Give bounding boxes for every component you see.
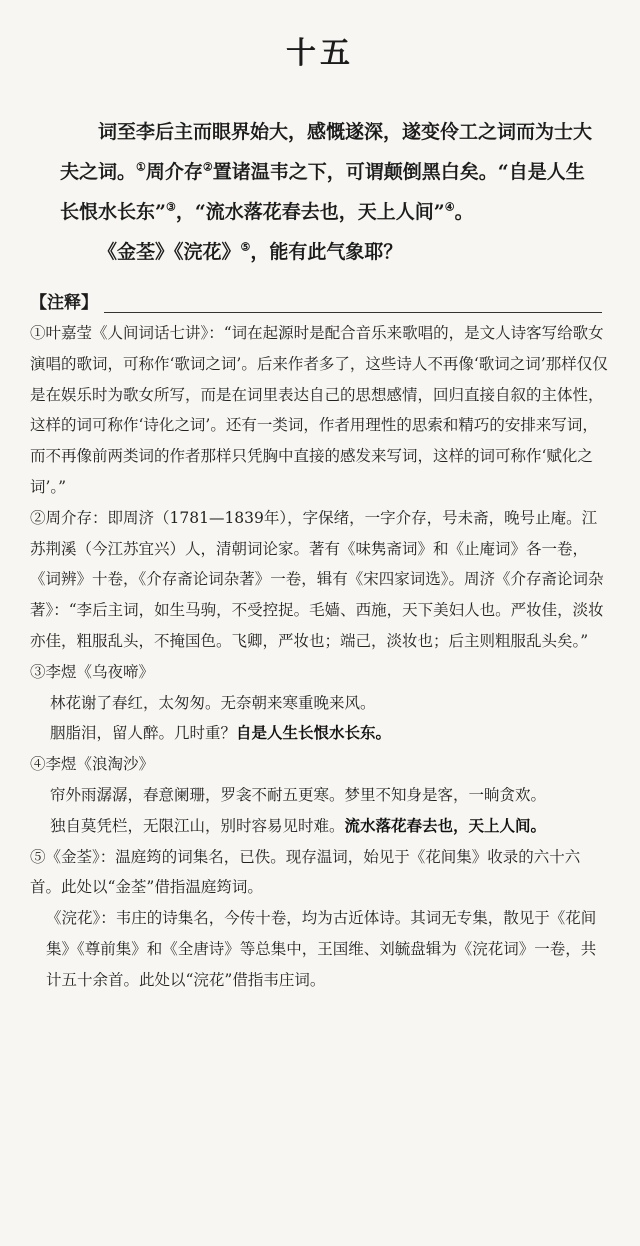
main-text-end: 。 xyxy=(454,201,474,223)
note-3-line-2 xyxy=(30,718,610,749)
note-4-line-1: 帘外雨潺潺，春意阑珊，罗衾不耐五更寒。梦里不知身是客，一晌贪欢。 xyxy=(50,785,547,804)
separator: ， xyxy=(175,201,195,223)
main-text xyxy=(60,112,600,272)
note-3-heading: ③李煜《乌夜啼》 xyxy=(30,662,155,681)
note-4-line-2 xyxy=(30,811,610,842)
main-text-p1: 词至李后主而眼界始大，感慨遂深，遂变伶工之词而为士大夫之词。 xyxy=(60,121,593,183)
note-2: ②周介存：即周济（1781—1839年），字保绪，一字介存，号未斋，晚号止庵。江苏荆溪（今江苏宜兴）人，清朝词论家。著有《味隽斋词》和《止庵词》各一卷，《词辨》十卷，《介存斋论词杂著》一卷，辑有《宋四家词选》。周济《介存斋论词杂著》：“李后主词，如生马驹，不受控捉。毛嫱、西施，天下美妇人也。严妆佳，淡妆亦佳，粗服乱头，不掩国色。飞卿，严妆也；端己，淡妆也；后主则粗服乱头矣。” xyxy=(30,508,604,650)
note-5: ⑤《金荃》：温庭筠的词集名，已佚。现存温词，始见于《花间集》收录的六十六首。此处以“金荃”借指温庭筠词。 xyxy=(30,847,581,897)
main-paragraph-1 xyxy=(60,112,600,232)
footnote-mark-3: ③ xyxy=(165,200,176,214)
footnote-mark-4: ④ xyxy=(444,200,455,214)
main-text-p2b: 置诸温韦之下，可谓颠倒黑白矣。 xyxy=(212,161,498,183)
main-text-p3a: 《金荃》《浣花》 xyxy=(98,241,241,263)
notes-title: 【注释】 xyxy=(30,293,98,313)
note-4-highlight: 流水落花春去也，天上人间。 xyxy=(344,815,547,835)
note-4-heading: ④李煜《浪淘沙》 xyxy=(30,755,155,774)
notes-section xyxy=(30,318,610,996)
notes-divider xyxy=(104,312,602,313)
note-1: ①叶嘉莹《人间词话七讲》：“词在起源时是配合音乐来歌唱的，是文人诗客写给歌女演唱的歌词，可称作‘歌词之词’。后来作者多了，这些诗人不再像‘歌词之词’那样仅仅是在娱乐时为歌女所写，而是在词里表达自己的思想感情，回归直接自叙的主体性，这样的词可称作‘诗化之词’。还有一类词，作者用理性的思索和精巧的安排来写词，而不再像前两类词的作者那样只凭胸中直接的感发来写词，这样的词可称作‘赋化之词’。” xyxy=(30,324,608,496)
note-3-line-1: 林花谢了春红，太匆匆。无奈朝来寒重晚来风。 xyxy=(50,693,376,712)
footnote-mark-1: ① xyxy=(136,160,146,174)
page-title: 十五 xyxy=(286,36,354,71)
note-3-highlight: 自是人生长恨水长东。 xyxy=(236,723,392,743)
note-4-line-2-text: 独自莫凭栏，无限江山，别时容易见时难。 xyxy=(50,816,345,835)
main-text-p2a: 周介存 xyxy=(145,161,203,183)
footnote-mark-2: ② xyxy=(202,160,213,174)
quote-1: “自是人生长恨水长东” xyxy=(60,161,585,223)
note-3-line-2-text: 胭脂泪，留人醉。几时重？ xyxy=(50,724,237,743)
quote-2: “流水落花春去也，天上人间” xyxy=(194,201,445,223)
notes-header xyxy=(30,285,602,315)
main-text-p3b: ，能有此气象耶？ xyxy=(250,241,403,263)
footnote-mark-5: ⑤ xyxy=(240,240,251,254)
note-5-continued: 《浣花》：韦庄的诗集名，今传十卷，均为古近体诗。其词无专集，散见于《花间集》《尊前集》和《全唐诗》等总集中，王国维、刘毓盘辑为《浣花词》一卷，共计五十余首。此处以“浣花”借指韦庄词。 xyxy=(46,909,597,989)
main-paragraph-2 xyxy=(60,232,600,272)
